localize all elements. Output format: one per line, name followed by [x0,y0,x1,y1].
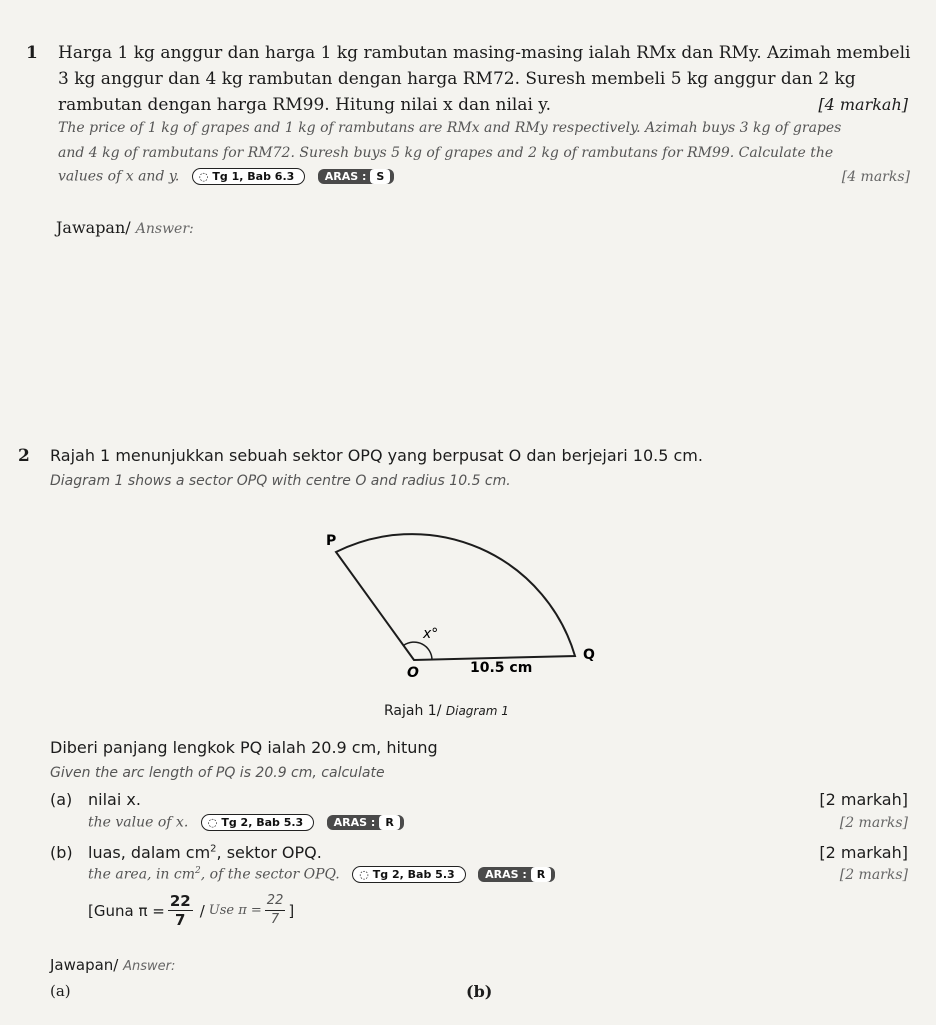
q1-english-line-2: and 4 kg of rambutans for RM72. Suresh buys 5 kg of grapes and 2 kg of rambutans for RM99. Calculate the [58,145,834,161]
q2b-syllabus-tag: ◌ Tg 2, Bab 5.3 [352,866,465,883]
q1-answer-malay: Jawapan/ [56,218,131,237]
diagram-caption [384,703,509,719]
q1-aras-badge [318,169,395,184]
q2b-aras-level: R [531,867,551,882]
q1-syllabus-tag: ◌ Tg 1, Bab 6.3 [192,168,305,185]
pi-fraction-malay [168,892,193,929]
q2-answer-a: (a) [50,982,71,1000]
label-o: O [407,665,419,681]
q2a-english: the value of x. [88,814,189,831]
pi-hint-open: [Guna π = [88,901,165,920]
q1-malay-line-2: 3 kg anggur dan 4 kg rambutan dengan harga RM72. Suresh membeli 5 kg anggur dan 2 kg [58,69,856,89]
q2a-english-row [88,814,404,831]
q2-given-english: Given the arc length of PQ is 20.9 cm, calculate [50,765,385,781]
sector-outline [336,534,575,660]
q2a-marks-english: [2 marks] [839,815,908,831]
q1-english-line-1: The price of 1 kg of grapes and 1 kg of rambutans are RMx and RMy respectively. Azimah buys 3 kg of grapes [58,120,842,136]
question-2-number: 2 [18,446,30,466]
q2b-malay [88,843,322,862]
q1-english-line-3-row [58,168,394,185]
q2-malay-line: Rajah 1 menunjukkan sebuah sektor OPQ yang berpusat O dan berjejari 10.5 cm. [50,446,703,465]
pi-hint-close: ] [288,901,295,920]
q2b-malay-post: , sektor OPQ. [216,843,322,862]
q2b-marks-malay: [2 markah] [819,843,908,862]
pi-den: 7 [175,911,186,929]
q2b-english-pre: the area, in cm [88,866,196,883]
q2-answer-english: Answer: [123,959,176,974]
q2b-aras-label: ARAS : [485,868,527,882]
q2-english-line: Diagram 1 shows a sector OPQ with centre O and radius 10.5 cm. [50,473,511,489]
angle-label: x° [423,626,439,642]
q1-aras-label: ARAS : [324,170,367,183]
q2-given-malay: Diberi panjang lengkok PQ ialah 20.9 cm, hitung [50,738,438,757]
q2a-aras-label: ARAS : [333,816,376,829]
q2b-malay-pre: luas, dalam cm [88,843,211,862]
caption-malay: Rajah 1/ [384,703,442,719]
q2-answer-malay: Jawapan/ [50,956,119,974]
q1-malay-line-3: rambutan dengan harga RM99. Hitung nilai x dan nilai y. [58,95,552,115]
q2a-marks-malay: [2 markah] [819,790,908,809]
pi-num: 22 [169,892,191,910]
q2a-malay: nilai x. [88,790,141,809]
sector-diagram [300,505,620,685]
q2b-label: (b) [50,843,73,862]
label-q: Q [583,647,595,663]
q1-aras-level: S [370,169,390,184]
label-p: P [326,533,337,549]
radius-label: 10.5 cm [470,660,533,676]
q2-answer-b: (b) [466,982,493,1001]
q1-english-line-3: values of x and y. [58,168,180,185]
q2-answer-heading [50,956,175,974]
q2b-english-post: , of the sector OPQ. [200,866,340,883]
pi-hint-use: Use π = [208,903,262,918]
q1-marks-english: [4 marks] [841,169,910,185]
q1-marks-malay: [4 markah] [818,95,908,114]
q2a-syllabus-tag: ◌ Tg 2, Bab 5.3 [201,814,314,831]
q2b-aras-badge [478,867,555,882]
q1-answer-heading [56,218,194,237]
pi-den-2: 7 [270,912,280,927]
pi-hint [88,892,294,929]
q2b-malay-sup: 2 [210,843,217,855]
q1-answer-english: Answer: [135,221,194,237]
pi-hint-sep: / [199,901,205,920]
q1-malay-line-1: Harga 1 kg anggur dan harga 1 kg rambutan masing-masing ialah RMx dan RMy. Azimah membeli [58,43,911,63]
pi-num-2: 22 [265,892,286,911]
pi-fraction-english [265,892,286,929]
question-1-number: 1 [26,43,38,63]
caption-english: Diagram 1 [445,704,509,718]
q2a-aras-badge [327,815,404,830]
q2b-marks-english: [2 marks] [839,867,908,883]
q2b-english-row [88,866,555,883]
q2b-english-sup: 2 [195,866,201,876]
q2a-aras-level: R [379,815,399,830]
q2a-label: (a) [50,790,73,809]
